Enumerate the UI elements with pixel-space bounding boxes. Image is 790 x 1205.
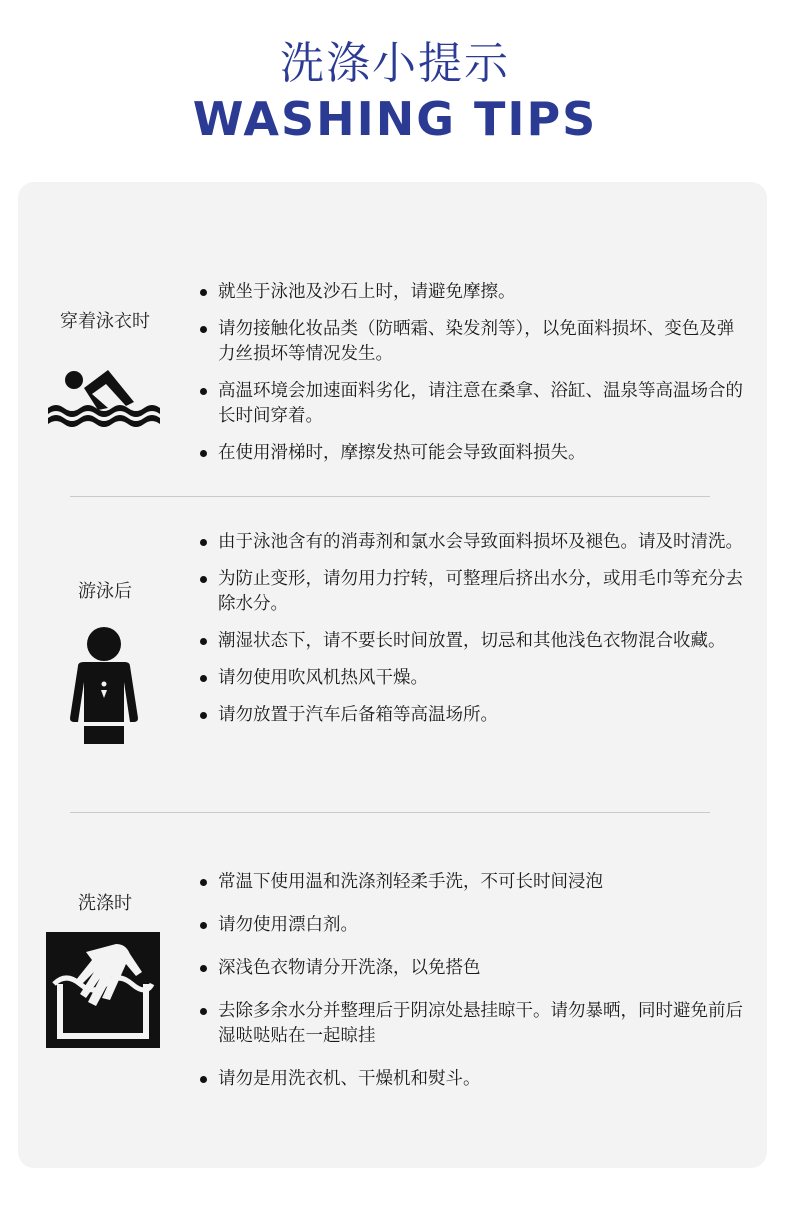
swimmer-icon	[46, 362, 162, 428]
list-item: 由于泳池含有的消毒剂和氯水会导致面料损坏及褪色。请及时清洗。	[198, 530, 743, 555]
bullet-dot	[200, 1076, 207, 1083]
bullet-dot	[200, 638, 207, 645]
bullet-dot	[200, 289, 207, 296]
list-item: 为防止变形，请勿用力拧转，可整理后挤出水分，或用毛巾等充分去除水分。	[198, 567, 743, 617]
person-icon	[64, 626, 144, 746]
bullet-dot	[200, 965, 207, 972]
bullet-dot	[200, 675, 207, 682]
list-item: 高温环境会加速面料劣化，请注意在桑拿、浴缸、温泉等高温场合的长时间穿着。	[198, 379, 743, 429]
bullet-list	[198, 870, 743, 1092]
tips-card	[18, 182, 767, 1168]
page-title: 洗涤小提示	[280, 38, 510, 89]
bullet-dot	[200, 1008, 207, 1015]
bullet-dot	[200, 879, 207, 886]
list-item: 请勿是用洗衣机、干燥机和熨斗。	[198, 1067, 743, 1092]
list-item: 去除多余水分并整理后于阴凉处悬挂晾干。请勿暴晒，同时避免前后湿哒哒贴在一起晾挂	[198, 999, 743, 1049]
divider	[70, 496, 710, 497]
page-subtitle: WASHING TIPS	[192, 92, 598, 146]
section-label: 游泳后	[78, 581, 132, 602]
bullet-dot	[200, 450, 207, 457]
list-item: 潮湿状态下，请不要长时间放置，切忌和其他浅色衣物混合收藏。	[198, 629, 743, 654]
list-item: 请勿使用吹风机热风干燥。	[198, 666, 743, 691]
hand-wash-icon	[46, 932, 160, 1048]
bullet-dot	[200, 326, 207, 333]
bullet-dot	[200, 712, 207, 719]
list-item: 请勿放置于汽车后备箱等高温场所。	[198, 703, 743, 728]
list-item: 深浅色衣物请分开洗涤，以免搭色	[198, 956, 743, 981]
section-label: 洗涤时	[78, 893, 132, 914]
bullet-dot	[200, 539, 207, 546]
bullet-list	[198, 280, 743, 466]
list-item: 常温下使用温和洗涤剂轻柔手洗，不可长时间浸泡	[198, 870, 743, 895]
list-item: 就坐于泳池及沙石上时，请避免摩擦。	[198, 280, 743, 305]
bullet-dot	[200, 922, 207, 929]
section-label: 穿着泳衣时	[60, 311, 150, 332]
divider	[70, 812, 710, 813]
list-item: 在使用滑梯时，摩擦发热可能会导致面料损失。	[198, 441, 743, 466]
list-item: 请勿使用漂白剂。	[198, 913, 743, 938]
list-item: 请勿接触化妆品类（防晒霜、染发剂等），以免面料损坏、变色及弹力丝损坏等情况发生。	[198, 317, 743, 367]
bullet-list	[198, 530, 743, 728]
bullet-dot	[200, 388, 207, 395]
bullet-dot	[200, 576, 207, 583]
